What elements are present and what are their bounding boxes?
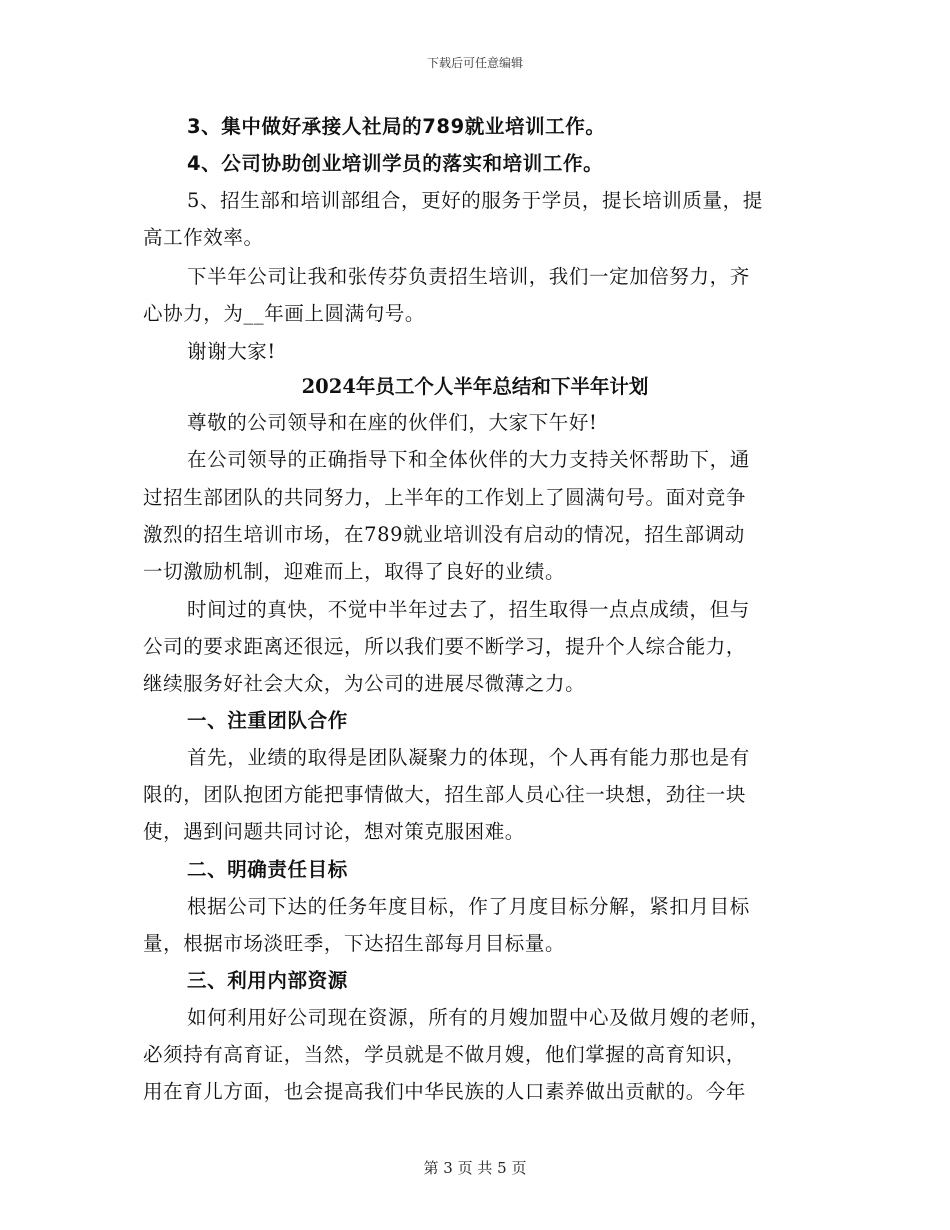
thanks-line: 谢谢大家! — [187, 340, 276, 363]
paragraph-line: 首先，业绩的取得是团队凝聚力的体现，个人再有能力那也是有 — [187, 746, 750, 769]
greeting-line: 尊敬的公司领导和在座的伙伴们，大家下午好! — [187, 411, 598, 434]
paragraph-line: 根据公司下达的任务年度目标，作了月度目标分解，紧扣月目标 — [187, 895, 750, 918]
paragraph-line: 在公司领导的正确指导下和全体伙伴的大力支持关怀帮助下，通 — [187, 448, 750, 471]
page-number: 第 3 页 共 5 页 — [423, 1159, 527, 1177]
paragraph-line: 量，根据市场淡旺季，下达招生部每月目标量。 — [143, 932, 566, 955]
paragraph-line: 使，遇到问题共同讨论，想对策克服困难。 — [143, 820, 525, 843]
paragraph-line: 下半年公司让我和张传芬负责招生培训，我们一定加倍努力，齐 — [187, 265, 750, 288]
paragraph-line: 限的，团队抱团方能把事情做大，招生部人员心往一块想，劲往一块 — [143, 783, 747, 806]
page-header: 下载后可任意编辑 — [426, 56, 523, 70]
paragraph-line: 如何利用好公司现在资源，所有的月嫂加盟中心及做月嫂的老师， — [187, 1006, 770, 1029]
paragraph-line: 激烈的招生培训市场，在789就业培训没有启动的情况，招生部调动 — [143, 523, 745, 546]
section-heading-3: 三、利用内部资源 — [187, 969, 348, 992]
list-item-5-line-2: 高工作效率。 — [143, 226, 264, 249]
paragraph-line: 必须持有高育证，当然，学员就是不做月嫂，他们掌握的高育知识， — [143, 1043, 747, 1066]
paragraph-line: 时间过的真快，不觉中半年过去了，招生取得一点点成绩，但与 — [187, 598, 750, 621]
paragraph-line: 心协力，为__年画上圆满句号。 — [143, 302, 426, 325]
list-item-5-line-1: 5、招生部和培训部组合，更好的服务于学员，提长培训质量，提 — [187, 189, 763, 212]
list-item-3: 3、集中做好承接人社局的789就业培训工作。 — [187, 115, 606, 138]
list-item-4: 4、公司协助创业培训学员的落实和培训工作。 — [187, 152, 604, 175]
document-title: 2024年员工个人半年总结和下半年计划 — [301, 375, 649, 398]
section-heading-2: 二、明确责任目标 — [187, 858, 348, 881]
paragraph-line: 过招生部团队的共同努力，上半年的工作划上了圆满句号。面对竞争 — [143, 486, 747, 509]
paragraph-line: 一切激励机制，迎难而上，取得了良好的业绩。 — [143, 560, 566, 583]
paragraph-line: 继续服务好社会大众，为公司的进展尽微薄之力。 — [143, 672, 586, 695]
section-heading-1: 一、注重团队合作 — [187, 709, 348, 732]
paragraph-line: 用在育儿方面，也会提高我们中华民族的人口素养做出贡献的。今年 — [143, 1080, 747, 1103]
paragraph-line: 公司的要求距离还很远，所以我们要不断学习，提升个人综合能力， — [143, 635, 747, 658]
